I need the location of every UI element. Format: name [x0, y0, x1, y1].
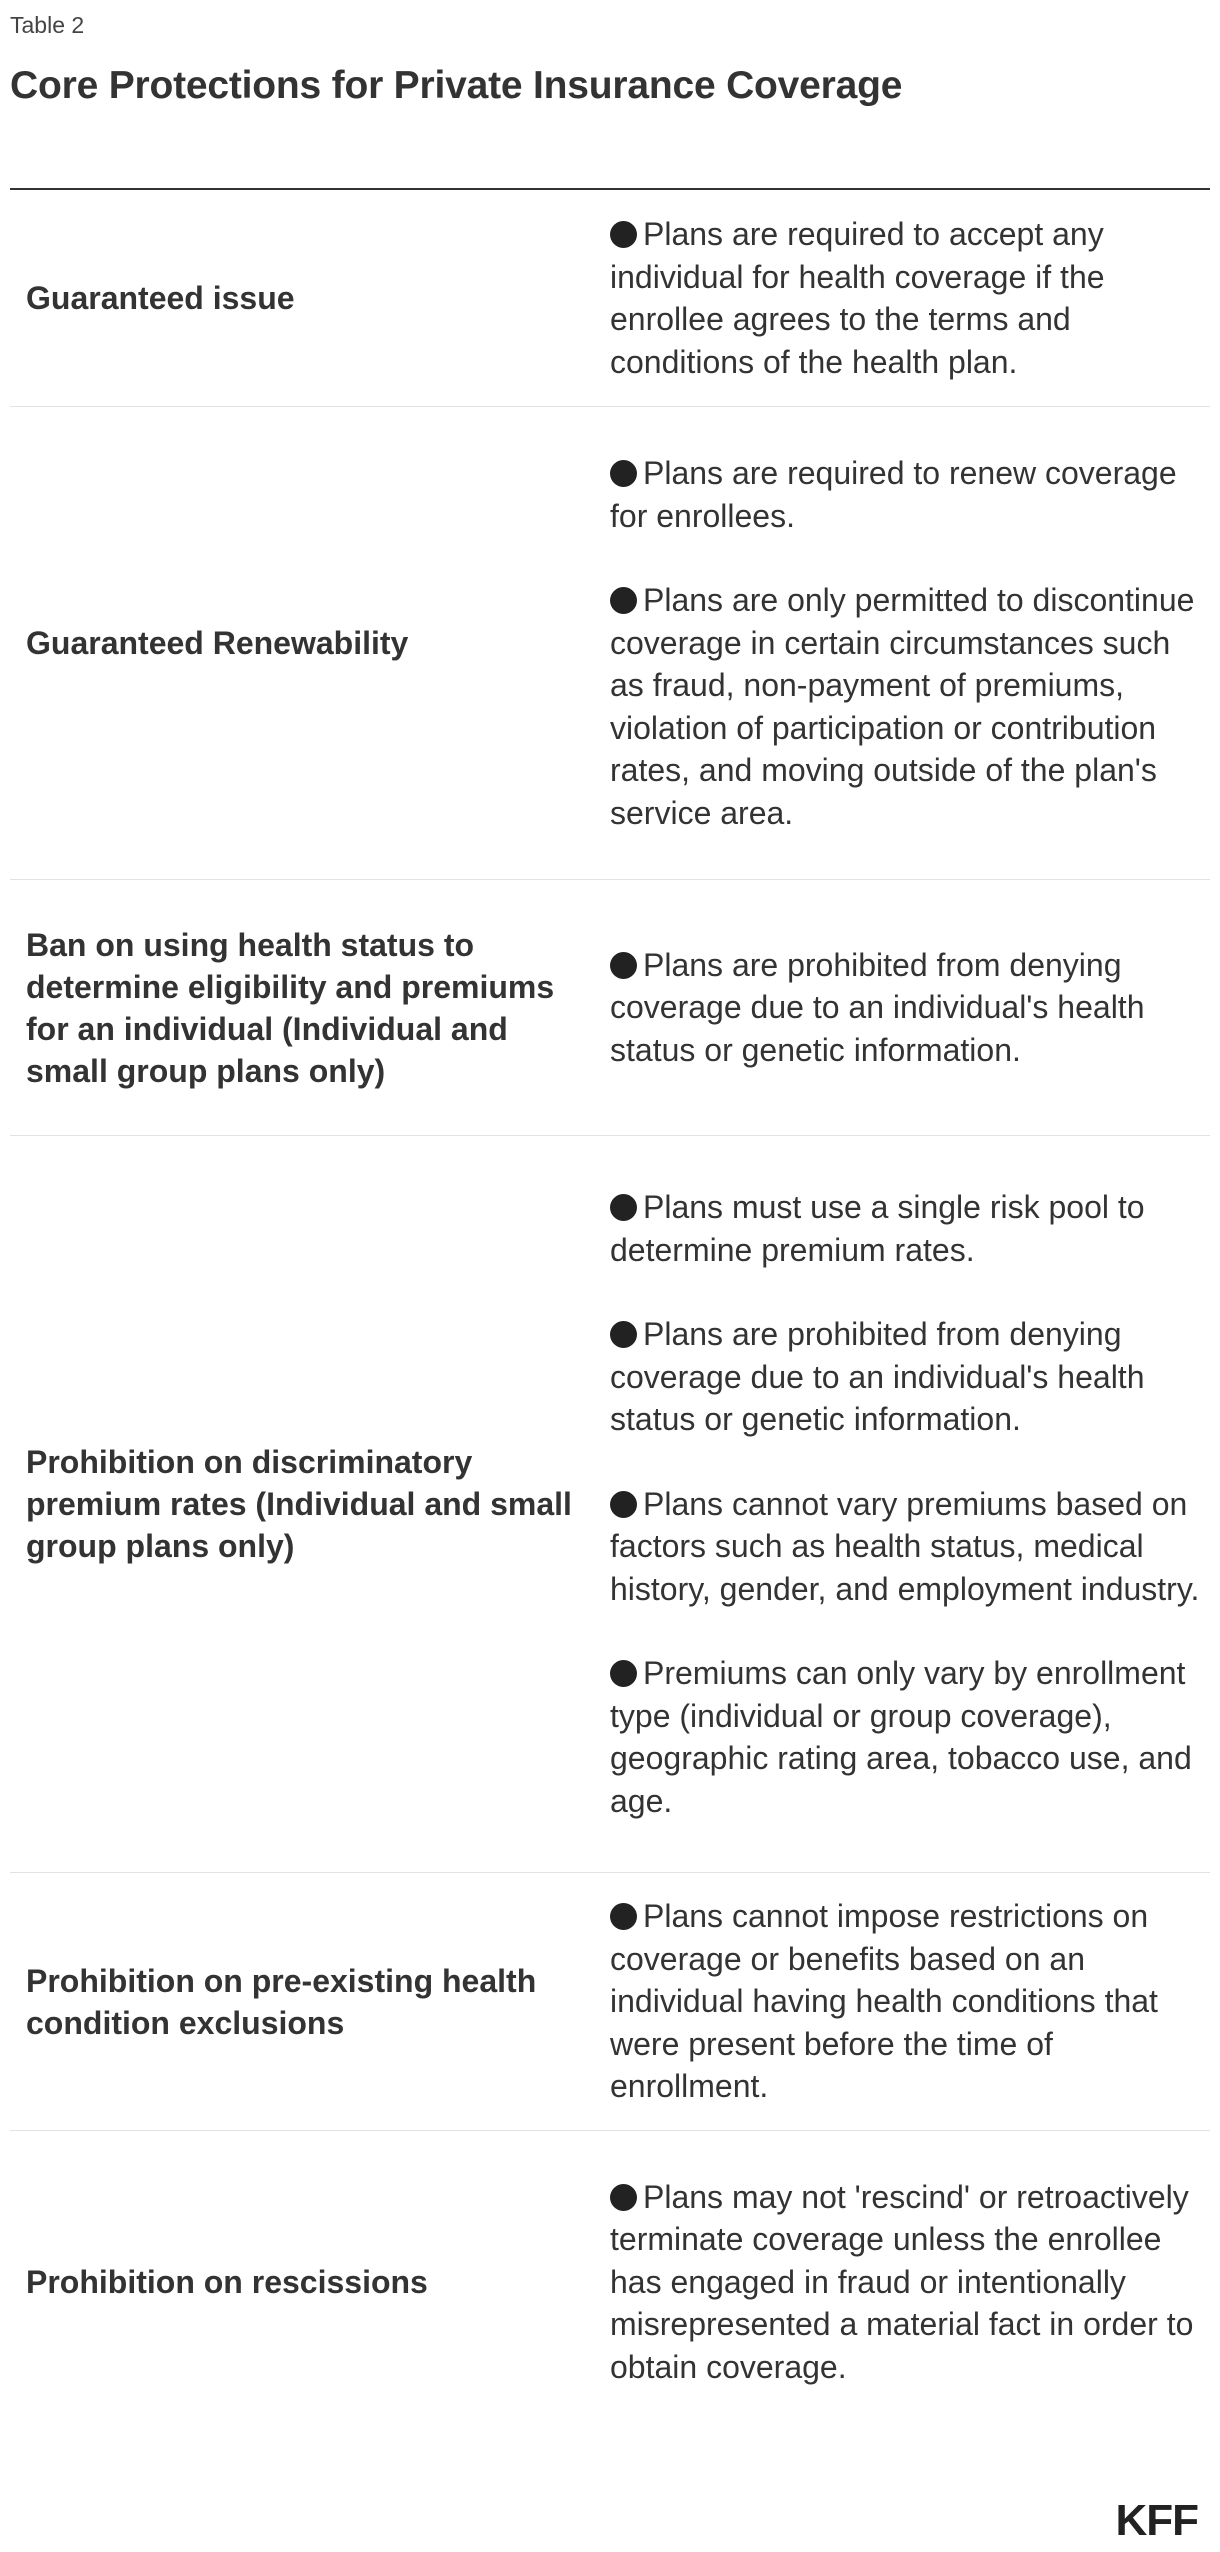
bullet-item [610, 1313, 1204, 1441]
bullet-item [610, 1186, 1204, 1271]
bullet-text: Plans may not 'rescind' or retroactively terminate coverage unless the enrollee has engaged in fraud or intentionally misrepresented a material fact in order to obtain coverage. [610, 2178, 1194, 2385]
bullet-item [610, 452, 1204, 537]
row-label: Prohibition on rescissions [26, 2264, 428, 2300]
bullet-text: Plans must use a single risk pool to determine premium rates. [610, 1189, 1145, 1268]
table-label: Table 2 [10, 12, 85, 38]
bullet-item [610, 579, 1204, 834]
bullet-item [610, 944, 1204, 1072]
bullet-text: Plans are required to accept any individual for health coverage if the enrollee agrees to the terms and conditions of the health plan. [610, 216, 1105, 380]
bullet-icon [610, 587, 637, 614]
bullet-item [610, 2176, 1204, 2389]
protections-table [10, 188, 1210, 2433]
bullet-icon [610, 2184, 637, 2211]
row-description [608, 944, 1210, 1072]
row-label: Ban on using health status to determine eligibility and premiums for an individual (Individual and small group plans only) [26, 926, 555, 1089]
bullet-text: Plans are required to renew coverage for enrollees. [610, 455, 1177, 534]
row-description [608, 1895, 1210, 2108]
row-description [608, 1186, 1210, 1822]
bullet-item [610, 1483, 1204, 1611]
bullet-icon [610, 1491, 637, 1518]
page-title: Core Protections for Private Insurance Coverage [10, 64, 903, 107]
row-description [608, 213, 1210, 383]
row-label: Guaranteed issue [26, 280, 295, 316]
bullet-icon [610, 1660, 637, 1687]
row-label: Prohibition on pre-existing health condition exclusions [26, 1962, 537, 2041]
table-row [10, 407, 1210, 880]
table-row [10, 190, 1210, 407]
row-label: Prohibition on discriminatory premium rates (Individual and small group plans only) [26, 1444, 572, 1564]
kff-logo: KFF [1115, 2496, 1198, 2545]
bullet-text: Premiums can only vary by enrollment type (individual or group coverage), geographic rating area, tobacco use, and age. [610, 1655, 1192, 1819]
bullet-icon [610, 1194, 637, 1221]
row-description [608, 2176, 1210, 2389]
bullet-icon [610, 952, 637, 979]
bullet-text: Plans are only permitted to discontinue coverage in certain circumstances such as fraud, non-payment of premiums, violation of participation or contribution rates, and moving outside of the plan's service area. [610, 582, 1195, 831]
bullet-icon [610, 1903, 637, 1930]
bullet-text: Plans are prohibited from denying coverage due to an individual's health status or genetic information. [610, 1316, 1145, 1437]
table-row [10, 880, 1210, 1136]
bullet-icon [610, 460, 637, 487]
bullet-text: Plans are prohibited from denying coverage due to an individual's health status or genetic information. [610, 946, 1145, 1068]
row-description [608, 452, 1210, 834]
bullet-item [610, 1652, 1204, 1822]
bullet-icon [610, 1321, 637, 1348]
bullet-text: Plans cannot impose restrictions on coverage or benefits based on an individual having health conditions that were present before the time of enrollment. [610, 1898, 1158, 2105]
bullet-text: Plans cannot vary premiums based on factors such as health status, medical history, gender, and employment industry. [610, 1485, 1200, 1607]
row-label: Guaranteed Renewability [26, 625, 409, 661]
bullet-icon [610, 221, 637, 248]
bullet-item [610, 213, 1204, 383]
table-row [10, 1136, 1210, 1873]
table-row [10, 1873, 1210, 2131]
table-row [10, 2131, 1210, 2433]
bullet-item [610, 1895, 1204, 2108]
